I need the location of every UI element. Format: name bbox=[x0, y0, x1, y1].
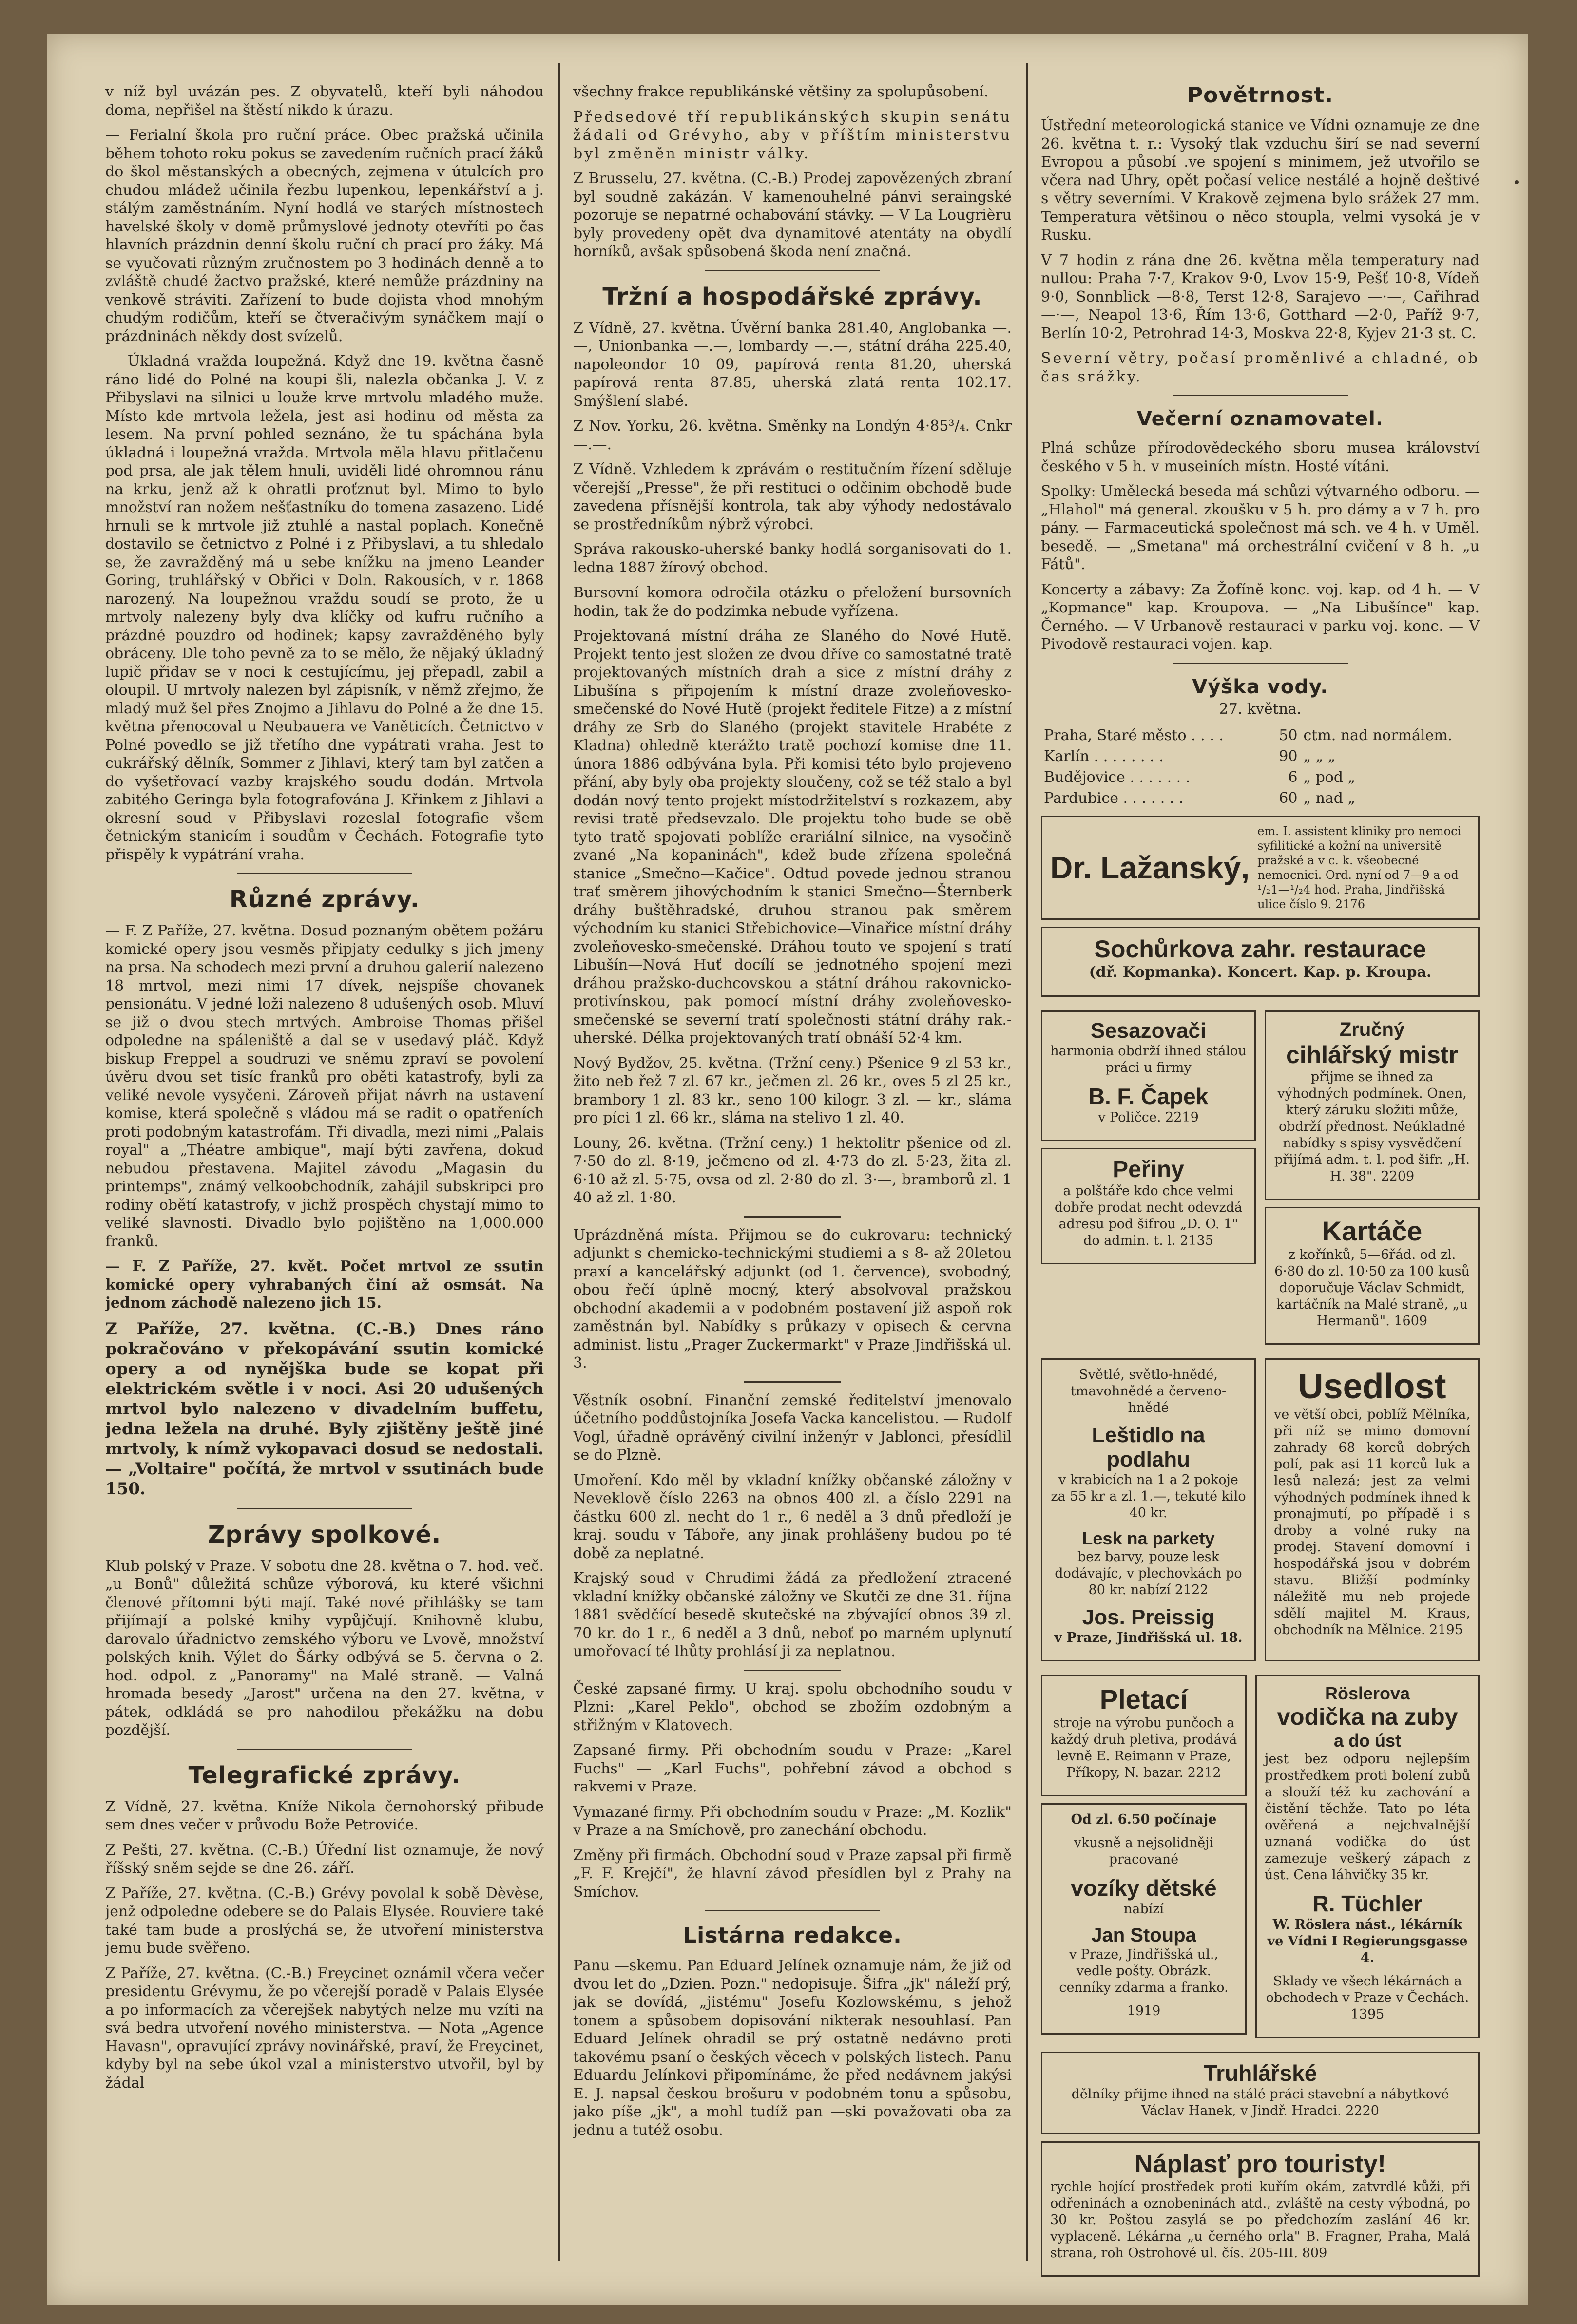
ad-text: jest bez odporu nejlepším prostředkem proti bolení zubů a slouží též ku zachování a čistění těchže. Tato po léta ověřená a nejchvalnější uznaná vodička do úst zamezuje veškerý zápach z úst. Cena láhvičky 35 kr. bbox=[1265, 1751, 1470, 1883]
water-place: Pardubice . . . . . . . bbox=[1044, 790, 1184, 807]
article-paragraph: V 7 hodin z rána dne 26. května měla temperatury nad nullou: Praha 7·7, Krakov 9·0, Lvov 15·9, Pešť 10·8, Vídeň 9·0, Sonnblick —8·8, Terst 12·8, Sarajevo —·—, Cařihrad —·—, Neapol 13·6, Řím 13·6, Gotthard —2·0, Paříž 9·7, Berlín 10·2, Petrohrad 14·3, Moskva 22·8, Kyjev 21·3 st. C. bbox=[1041, 251, 1480, 342]
ad-title: vodička na zuby bbox=[1277, 1704, 1458, 1730]
ad-firm: Jan Stoupa bbox=[1091, 1924, 1196, 1946]
article-paragraph: České zapsané firmy. U kraj. spolu obchodního soudu v Plzni: „Karel Peklo", obchod se zbožím ozdobným a střižným v Klatovech. bbox=[573, 1680, 1012, 1734]
article-paragraph: Věstník osobní. Finanční zemské ředitelství jmenovalo účetního poddůstojníka Josefa Vacka kancelistou. — Rudolf Vogl, úřadně oprávěný civilní inženýr v Jablonci, přesídlil se do Plzně. bbox=[573, 1391, 1012, 1464]
ad-text: W. Röslera nást., lékárník ve Vídni I Regierungsgasse 4. bbox=[1267, 1917, 1468, 1965]
article-paragraph: všechny frakce republikánské většiny za spolupůsobení. bbox=[573, 83, 989, 100]
ad-text: harmonia obdrží ihned stálou práci u firmy bbox=[1050, 1043, 1247, 1075]
article-paragraph: Koncerty a zábavy: Za Žofíně konc. voj. kap. od 4 h. — V „Kopmance" kap. Kroupova. — „Na Libušínce" kap. Černého. — V Urbanově restauraci v parku voj. konc. — V Pivodově restauraci vojen. kap. bbox=[1041, 581, 1480, 653]
separator-rule bbox=[744, 1670, 841, 1671]
section-heading-ruzne: Různé zprávy. bbox=[229, 886, 420, 913]
ads-row bbox=[1041, 1352, 1480, 1668]
column-2 bbox=[573, 83, 1012, 2146]
article-paragraph: Ústřední meteorologická stanice ve Vídni oznamuje ze dne 26. května t. r.: Vysoký tlak vzduchu širí se nad severní Evropou a působí .ve spojení s minimem, jež utvořilo se včera nad Uhry, opět počasí velice nestálé a hojně deštivé s větry severními. V Krakově zejmena bylo srážek 27 mm. Temperatura většinou o něco stoupla, velmi vysoká je v Rusku. bbox=[1041, 117, 1480, 244]
separator-rule bbox=[237, 1508, 412, 1509]
newspaper-page bbox=[47, 34, 1528, 2305]
ad-rosler bbox=[1255, 1675, 1480, 2038]
separator-rule bbox=[237, 1749, 412, 1750]
separator-rule bbox=[1173, 663, 1348, 664]
ad-title: Peřiny bbox=[1113, 1156, 1184, 1182]
article-paragraph: Z Paříže, 27. května. (C.-B.) Grévy povolal k sobě Dèvèse, jenž odpoledne odebere se do Palais Elysée. Rouviere také také tam bude a proslýchá se, že utvoření ministerstva jemu bude svěřeno. bbox=[105, 1885, 544, 1957]
article-paragraph: Zapsané firmy. Při obchodním soudu v Praze: „Karel Fuchs" — „Karl Fuchs", pohřební závod a obchod s rakvemi v Praze. bbox=[573, 1742, 1012, 1795]
separator-rule bbox=[744, 1216, 841, 1218]
ad-title: cihlářský mistr bbox=[1286, 1041, 1458, 1068]
table-row bbox=[1041, 788, 1480, 809]
article-paragraph: Z Paříže, 27. května. (C.-B.) Dnes ráno pokračováno v překopávání ssutin komické opery a od nynějška bude se kopat při elektrickém světle i v noci. Asi 20 udušených mrtvol bylo nalezeno v divadelním buffetu, jedna ležela na druhé. Byly zjištěny ještě jiné mrtvoly, k nímž vykopavaci dosud se nedostali. — „Voltaire" počítá, že mrtvol v ssutinách bude 150. bbox=[105, 1319, 544, 1499]
water-place: Karlín . . . . . . . . bbox=[1044, 748, 1164, 765]
ad-text: v Poličce. 2219 bbox=[1098, 1109, 1199, 1125]
separator-rule bbox=[705, 1910, 880, 1911]
article-paragraph: Z Vídně, 27. května. Kníže Nikola černohorský přibude sem dnes večer v průvodu Bože Petroviće. bbox=[105, 1798, 544, 1833]
article-paragraph: Správa rakousko-uherské banky hodlá sorganisovati do 1. ledna 1887 žírový obchod. bbox=[573, 541, 1012, 576]
ad-text: em. I. assistent kliniky pro nemoci syfilitické a kožní na universitě pražské a v c. k. všeobecné nemocnici. Ord. nyní od 7—9 a od ¹/₂1—¹/₂4 hod. Praha, Jindřišská ulice číslo 9. 2176 bbox=[1257, 824, 1462, 911]
ad-title: Kartáče bbox=[1322, 1215, 1423, 1246]
ad-text: Od zl. 6.50 počínaje bbox=[1071, 1811, 1217, 1827]
article-paragraph: Z Vídně. Vzhledem k zprávám o restitučním řízení sděluje včerejší „Presse", že při restituci o odčinim obchodě bude zavedena přísnější kontrola, tak aby výhody nedostávalo se prostředníkům nýbrž výrobci. bbox=[573, 461, 1012, 533]
table-row bbox=[1041, 767, 1480, 788]
ad-title: Truhlářské bbox=[1203, 2060, 1317, 2086]
water-unit: ctm. nad normálem. bbox=[1303, 727, 1453, 744]
ad-lazansky bbox=[1041, 816, 1480, 920]
ad-text: stroje na výrobu punčoch a každý druh pletiva, prodává levně E. Reimann v Praze, Příkopy, N. bazar. 2212 bbox=[1050, 1715, 1237, 1780]
ad-title: vozíky dětské bbox=[1071, 1875, 1217, 1901]
article-paragraph: Z Brusselu, 27. května. (C.-B.) Prodej zapovězených zbraní byl soudně zakázán. V kamenouhelné pánvi seraingské pozoruje se nepatrné ochabování stávky. — V La Lougrièru byly provedeny opět dva dynamitové atentáty na obydlí horníků, avšak spůsobená škoda není značná. bbox=[573, 170, 1012, 260]
section-heading-vecerni: Večerní oznamovatel. bbox=[1136, 408, 1384, 430]
article-paragraph: Bursovní komora odročila otázku o přeložení bursovních hodin, tak že do podzimka nebude vyřízena. bbox=[573, 584, 1012, 620]
ad-sochurkova bbox=[1041, 927, 1480, 997]
article-paragraph: Předsedové tří republikánských skupin senátu žádali od Grévyho, aby v příštím ministerstvu byl změněn ministr války. bbox=[573, 108, 1012, 162]
article-paragraph: Plná schůze přírodovědeckého sboru musea království českého v 5 h. v museiních místn. Hosté vítáni. bbox=[1041, 439, 1480, 475]
article-paragraph: Z Vídně, 27. května. Úvěrní banka 281.40, Anglobanka —.—, Unionbanka —.—, lombardy —.—, státní dráha 225.40, napoleondor 10 09, papírová renta 81.20, uherská papírová renta 87.85, uherská zlatá renta 102.17. Smýšlení slabé. bbox=[573, 319, 1012, 410]
section-heading-listarna: Listárna redakce. bbox=[683, 1923, 902, 1948]
ad-usedlost bbox=[1265, 1358, 1480, 1661]
ad-lestidlo bbox=[1041, 1358, 1256, 1661]
article-paragraph: Klub polský v Praze. V sobotu dne 28. května o 7. hod. več. „u Bonů" důležitá schůze výborová, ku které všichni členové přítomni býti mají. Také nové přihlášky se tam přijímají a polské knihy vypůjčují. Knihovně klubu, darovalo úřadnictvo zemského výboru ve Lvově, množství polských knih. Výlet do Šárky odbývá se 5. června o 2. hod. odpol. z „Panoramy" na Malé straně. — Valná hromada besedy „Jarost" určena na den 27. května, v pátek, odkládá se pro nahodilou překážku na dobu pozdější. bbox=[105, 1557, 544, 1739]
ad-truhlarske bbox=[1041, 2052, 1480, 2134]
water-value: 50 bbox=[1279, 727, 1298, 744]
water-unit: „ „ „ bbox=[1303, 748, 1336, 765]
ad-title: Náplasť pro touristy! bbox=[1134, 2150, 1386, 2178]
decorative-dot bbox=[1515, 180, 1519, 184]
article-paragraph: Louny, 26. května. (Tržní ceny.) 1 hektolitr pšenice od zl. 7·50 do zl. 8·19, ječmeno od zl. 4·73 do zl. 5·23, žita zl. 6·10 až zl. 5·75, ovsa od zl. 2·80 do zl. 3·—, bramborů zl. 1 40 až zl. 1·80. bbox=[573, 1134, 1012, 1206]
section-heading-trzni: Tržní a hospodářské zprávy. bbox=[602, 283, 982, 310]
ad-text: a polštáře kdo chce velmi dobře prodat necht odevzdá adresu pod šifrou „D. O. 1" do admin. t. l. 2135 bbox=[1054, 1183, 1243, 1248]
article-paragraph: Krajský soud v Chrudimi žádá za předložení ztracené vkladní knížky občanské záložny ve Skutči ze dne 31. října 1881 svědčící besedě skutečské na zbývající obnos 39 zl. 70 kr. do 1 r., 6 neděl a 3 dnů, neboť po marném uplynutí umořovací té lhůty prohlásí ji za neplatnou. bbox=[573, 1570, 1012, 1660]
water-date: 27. května. bbox=[1219, 700, 1302, 718]
article-paragraph: Umoření. Kdo měl by vkladní knížky občanské záložny v Neveklově číslo 2263 na obnos 400 zl. a číslo 2291 na částku 600 zl. necht do 1 r., 6 neděl a 3 dnů předloží je kraj. soudu v Táboře, any jinak prohlášeny budou po té době za neplatné. bbox=[573, 1471, 1012, 1562]
table-row bbox=[1041, 746, 1480, 767]
ad-text: rychle hojící prostředek proti kuřím okám, zatvrdlé kůži, při odřeninách a oznobeninách atd., zvláště na cesty výbodná, po 30 kr. Poštou zasylá se po předchozím zaslání 46 kr. vyplaceně. Lékárna „u černého orla" B. Fragner, Praha, Malá strana, roh Ostrohové ul. čís. 205-III. 809 bbox=[1050, 2179, 1470, 2261]
ad-title: Pletací bbox=[1099, 1683, 1188, 1714]
ad-number: 1919 bbox=[1127, 2003, 1161, 2019]
ad-text: ve větší obci, poblíž Mělníka, při níž se mimo domovní zahrady 68 korců dobrých polí, pak asi 11 korců luk a lesů nalezá; jest za velmi výhodných podmínek ihned k pronajmutí, po případě i s droby a volné ruky na prodej. Stavení domovní i hospodářská jsou v dobrém stavu. Bližší podmínky náležitě mu neb projede sdělí majitel M. Kraus, obchodník na Mělnice. 2195 bbox=[1274, 1407, 1470, 1638]
water-value: 90 bbox=[1279, 748, 1298, 765]
ad-sesazovaci bbox=[1041, 1010, 1256, 1141]
ad-text: Sklady ve všech lékárnách a obchodech v Praze v Čechách. 1395 bbox=[1266, 1973, 1469, 2022]
ad-text: nabízí bbox=[1123, 1901, 1164, 1917]
article-paragraph: Nový Bydžov, 25. května. (Tržní ceny.) Pšenice 9 zl 53 kr., žito neb řež 7 zl. 67 kr., ječmen zl. 26 kr., oves 5 zl 25 kr., brambory 1 zl. 83 kr., seno 100 kilogr. 3 zl. — kr., sláma pro píci 1 zl. 66 kr., sláma na stelivo 1 zl. 40. bbox=[573, 1054, 1012, 1126]
ad-pletaci bbox=[1041, 1675, 1247, 1796]
column-rule bbox=[558, 63, 560, 2261]
ad-text: (dř. Kopmanka). Koncert. Kap. p. Kroupa. bbox=[1089, 964, 1432, 981]
ad-subtitle: a do úst bbox=[1333, 1730, 1401, 1751]
ad-title: Lesk na parkety bbox=[1082, 1528, 1215, 1548]
article-paragraph: Z Paříže, 27. května. (C.-B.) Freycinet oznámil včera večer presidentu Grévymu, že po včerejší poradě v Palais Elysée a po informacích za včerejšek nabytých nelze mu vzíti na svá bedra utvoření nového ministerstva. — Nota „Agence Havasn", opravující zprávy novinářské, praví, že Freycinet, kdyby byl na sebe úkol vzal a ministerstvo utvořil, byl by žádal bbox=[105, 1964, 544, 2092]
column-1 bbox=[105, 83, 544, 2099]
article-paragraph: Z Nov. Yorku, 26. května. Směnky na Londýn 4·85³/₄. Cnkr —.—. bbox=[573, 418, 1012, 453]
article-paragraph: Změny při firmách. Obchodní soud v Praze zapsal při firmě „F. F. Krejčí", že hlavní závod přesídlen byl z Prahy na Smíchov. bbox=[573, 1847, 1012, 1901]
ad-text: z kořínků, 5—6řád. od zl. 6·80 do zl. 10·50 za 100 kusů doporučuje Václav Schmidt, kartáčník na Malé straně, „u Hermanů". 1609 bbox=[1274, 1247, 1470, 1329]
article-paragraph: Uprázdněná místa. Přijmou se do cukrovaru: technický adjunkt s chemicko-technickými studiemi a s 8- až 20letou praxí a kancelářský adjunkt (od 1. července), svobodný, obou řečí úplně mocný, který absolvoval pražskou obchodní akademii a v podobném postavení již aspoň rok zaměstnán byl. Nabídky s průkazy v opisech & cervna administ. listu „Prager Zuckermarkt" v Praze Jindřišská ul. 3. bbox=[573, 1226, 1012, 1372]
article-paragraph: Vymazané firmy. Při obchodním soudu v Praze: „M. Kozlik" v Praze a na Smíchově, pro zanechání obchodu. bbox=[573, 1803, 1012, 1839]
column-rule bbox=[1026, 63, 1028, 2261]
section-heading-povetrnost: Povětrnost. bbox=[1187, 83, 1334, 108]
article-paragraph: Panu —skemu. Pan Eduard Jelínek oznamuje nám, že již od dvou let do „Dzien. Pozn." nedopisuje. Šifra „jk" náleží prý, jak se dovídá, „jistému" Josefu Kozlowskému, s jehož tonem a spůsobem dopisování nikterak nesouhlasí. Pan Eduard Jelínek ohradil se prý ostatně nedávno proti takovému psaní o českých věcech v polských listech. Panu Eduardu Jelínkovi připomínáme, že před nedávnem jakýsi E. J. napsal českou brošuru v podobném tonu a spůsobu, jako píše „jk", a mohl tudíž pan —ski považovati oba za jednu a tutéž osobu. bbox=[573, 1957, 1012, 2139]
table-row bbox=[1041, 725, 1480, 746]
section-heading-spolkove: Zprávy spolkové. bbox=[208, 1521, 442, 1548]
ad-title: Leštidlo na podlahu bbox=[1092, 1423, 1205, 1471]
article-paragraph: Z Pešti, 27. května. (C.-B.) Úřední list oznamuje, že nový říšský sněm sejde se dne 26. září. bbox=[105, 1841, 544, 1877]
article-paragraph: — Ferialní škola pro ruční práce. Obec pražská učinila během tohoto roku pokus se zavedením ručních prací žáků do škol městanských a obecných, zejmena v útulcích pro chudou mládež učinila řezbu lupenkou, lepenkářství a j. stálým zaměstnáním. Nyní hodlá ve starých místnostech havelské školy v domě průmyslové jednoty otevříti po čas hlavních prázdnin denní školu ruční ch prací pro žáky. Má se vyučovati různým zručnostem po 3 hodinách denně a to zvláště chudé žactvo pražské, které nemůže prázdniny na venkově stráviti. Zařízení to bude dojista vhod mnohým chudým rodičům, kteří se čtveračivým synáčkem mají o prázdninách někdy dost svízelů. bbox=[105, 127, 544, 345]
ad-title: Usedlost bbox=[1298, 1367, 1446, 1406]
ad-title: Sesazovači bbox=[1090, 1018, 1207, 1043]
article-paragraph: Severní větry, počasí proměnlivé a chladné, ob čas srážky. bbox=[1041, 350, 1480, 385]
water-value: 6 bbox=[1288, 769, 1298, 786]
ads-row bbox=[1041, 1668, 1480, 2045]
article-paragraph: Spolky: Umělecká beseda má schůzi výtvarného odboru. — „Hlahol" má general. zkoušku v 5 h. pro dámy a v 7 h. pro pány. — Farmaceutická společnost má sch. ve 4 h. v Uměl. besedě. — „Smetana" má orchestrální cvičení v 8 h. „u Fátů". bbox=[1041, 483, 1480, 573]
water-place: Praha, Staré město . . . . bbox=[1044, 727, 1224, 744]
ad-text: dělníky přijme ihned na stálé práci stavební a nábytkové Václav Hanek, v Jindř. Hradci. 2220 bbox=[1071, 2086, 1449, 2118]
separator-rule bbox=[705, 270, 880, 271]
article-paragraph: — F. Z Paříže, 27. květ. Počet mrtvol ze ssutin komické opery vyhrabaných činí až osmsát. Na jednom záchodě nalezeno jich 15. bbox=[105, 1258, 544, 1312]
article-paragraph: — Úkladná vražda loupežná. Když dne 19. května časně ráno lidé do Polné na koupi šli, nalezla občanka J. V. z Přibyslavi na silnici u louže krve mrtvolu mladého muže. Místo kde mrtvola ležela, jest asi hodinu od města za lesem. Na první pohled seznáno, že tu spáchána byla úkladná i loupežná vražda. Mrtvola měla hlavu přitlačenu pod prsa, ale jak tělem hnuli, uviděli lidé ohromnou ránu na krku, jenž až k ohratli proťznut byl. Mimo to bylo množství ran nožem nešťastníku do tomena zasazeno. Lidé hrnuli se k mrtvole již ztuhlé a nastal poplach. Konečně dostavilo se četnictvo z Polné i z Přibyslavi, a tu shledalo se, že zavražděný má u sebe knížku na jmeno Leander Goring, truhlářský v Obřici v Doln. Rakousích, v r. 1868 narozený. Na loupežnou vraždu soudí se proto, že u mrtvoly nalezeny byly dva klíčky od kufru ručního a prázdné pouzdro od hodinek; kapsy zavražděného byly obráceny. Dle toho pevně za to se mělo, že nějaký úkladný lupič přidav se v noci k cestujícímu, jej přepadl, zabil a oloupil. U mrtvoly nalezen byl zápisník, v němž zřejmo, že mladý muž šel přes Znojmo a Jihlavu do Polné a že dne 15. května přenocoval u Neubauera ve Vaněticích. Četnictvo v Polné povedlo se již třetího dne vypátrati vraha. Jest to cukrářský dělník, Sommer z Jihlavi, který tam byl zatčen a do vyšetřovací vazby krajského soudu dodán. Mrtvola zabitého Geringa byla fotografována J. Křinkem z Jihlavi a okresní soud v Přibyslavi rozeslal fotografie všem četnickým stanicím i soudům v Čechách. Fotografie tyto přispěly k vypátrání vraha. bbox=[105, 353, 544, 863]
ad-periny bbox=[1041, 1148, 1256, 1264]
ad-firm: B. F. Čapek bbox=[1088, 1083, 1209, 1109]
column-3 bbox=[1041, 83, 1480, 2284]
article-paragraph: v níž byl uvázán pes. Z obyvatelů, kteří byli náhodou doma, nepřišel na štěstí nikdo k úrazu. bbox=[105, 83, 544, 119]
ad-text: přijme se ihned za výhodných podmínek. Onen, který záruku složiti může, obdrží přednost. Neúkladné nabídky s spisy vysvědčení přijímá adm. t. l. pod šifr. „H. H. 38". 2209 bbox=[1274, 1069, 1470, 1184]
water-place: Budějovice . . . . . . . bbox=[1044, 769, 1191, 786]
water-level-table bbox=[1041, 725, 1480, 809]
article-paragraph: — F. Z Paříže, 27. května. Dosud poznaným obětem požáru komické opery jsou vesměs připjaty cedulky s jich jmeny na prsa. Na schodech mezi první a druhou galerií nalezeno 18 mrtvol, mezi nimi 17 dívek, nejspíše chovanek pensionátu. V jedné loži nalezeno 8 udušených osob. Mluví se již o dvou stech mrtvých. Ambroise Thomas přišel odpoledne na spáleniště a dal se v usedavý pláč. Když biskup Freppel a soudruzi ve sněmu zpraví se povolení úvěru dvou set tisíc franků pro oběti katastrofy, byli za veliké nevole vysyčeni. Zároveň přijat návrh na ustavení komise, která společně s vládou má se radit o opatřeních proti podobným katastrofám. Tři divadla, mezi nimi „Palais royal" a „Théatre ambique", mají býti zavřena, dokud nebudou přestavena. Majitel závodu „Magasin du printemps", známý velkoobchodník, zahájil subskripci pro rodiny obětí katastrofy, v jichž prospěch chystají mimo to veliké slavnosti. Divadlo bylo pojištěno na 1,000.000 franků. bbox=[105, 922, 544, 1250]
ads-row bbox=[1041, 1004, 1480, 1352]
article-paragraph: Projektovaná místní dráha ze Slaného do Nové Hutě. Projekt tento jest složen ze dvou dříve co samostatné tratě projektovaných místních drah a sice z místní dráhy z Libušína s připojením k místní draze zvoleňovesko-smečenské do Nové Hutě (projekt ředitele Fitze) a z místní dráhy ze Srb do Slaného (projekt stavitele Hrabéte z Kladna) ohledně kterážto tratě pochozí komise dne 11. února 1886 odbývána byla. Při komisi této bylo projeveno přání, aby byly oba projekty sloučeny, což se též stalo a byl dodán nový tento projekt místodržitelství s rozkazem, aby revisi tratě předsevzalo. Dle projektu toho bude se obě tyto tratě spojovati poblíže erariální silnice, na vysočině zvané „Na kopaninách", kdež bude zřízena společná stanice „Smečno—Kačice". Odtud povede jednou stranou trať směrem jihovýchodním k stanici Smečno—Šternberk dráhy buštěhradské, druhou stranou pak směrem východním ku stanici Střebichovice—Vinařice místní dráhy zvoleňovesko-smečenské. Dráhou touto ve spojení s tratí Libušín—Nová Huť docílí se jednotného spojení mezi dráhou pražsko-duchcovskou a státní dráhou rakovnicko-protivínskou, pak pomocí místní dráhy zvoleňovesko-smečenské se severní tratí společnosti státní dráhy rak.-uherské. Délka projektovaných tratí obnáší 52·4 km. bbox=[573, 628, 1012, 1047]
water-value: 60 bbox=[1279, 790, 1298, 807]
ad-title: Zručný bbox=[1339, 1018, 1405, 1040]
ad-kartace bbox=[1265, 1207, 1480, 1345]
section-heading-telegraficke: Telegrafické zprávy. bbox=[188, 1761, 461, 1789]
ad-text: vkusně a nejsolidněji pracované bbox=[1074, 1835, 1214, 1867]
ad-voziky bbox=[1041, 1803, 1247, 2035]
separator-rule bbox=[1173, 395, 1348, 396]
ad-text: Světlé, světlo-hnědé, tmavohnědé a červeno-hnědé bbox=[1070, 1367, 1227, 1415]
ad-firm: Jos. Preissig bbox=[1082, 1605, 1215, 1629]
ad-text: v Praze, Jindřišská ul. 18. bbox=[1054, 1630, 1243, 1645]
water-unit: „ nad „ bbox=[1303, 790, 1356, 807]
ad-naplast bbox=[1041, 2141, 1480, 2277]
ad-text: v krabicích na 1 a 2 pokoje za 55 kr a zl. 1.—, tekuté kilo 40 kr. bbox=[1051, 1472, 1246, 1521]
separator-rule bbox=[744, 1381, 841, 1383]
ad-firm: R. Tüchler bbox=[1312, 1890, 1423, 1916]
ad-title: Dr. Lažanský, bbox=[1050, 850, 1250, 885]
section-heading-vyska: Výška vody. bbox=[1192, 675, 1328, 698]
separator-rule bbox=[237, 873, 412, 874]
ad-text: bez barvy, pouze lesk dodávajíc, v plechovkách po 80 kr. nabízí 2122 bbox=[1055, 1549, 1242, 1598]
ad-text: v Praze, Jindřišská ul., vedle pošty. Obrázk. cenníky zdarma a franko. bbox=[1059, 1946, 1229, 1995]
ad-title: Röslerova bbox=[1325, 1683, 1410, 1703]
ad-cihlarsky-mistr bbox=[1265, 1010, 1480, 1200]
water-unit: „ pod „ bbox=[1303, 769, 1356, 786]
ad-title: Sochůrkova zahr. restaurace bbox=[1094, 935, 1426, 963]
